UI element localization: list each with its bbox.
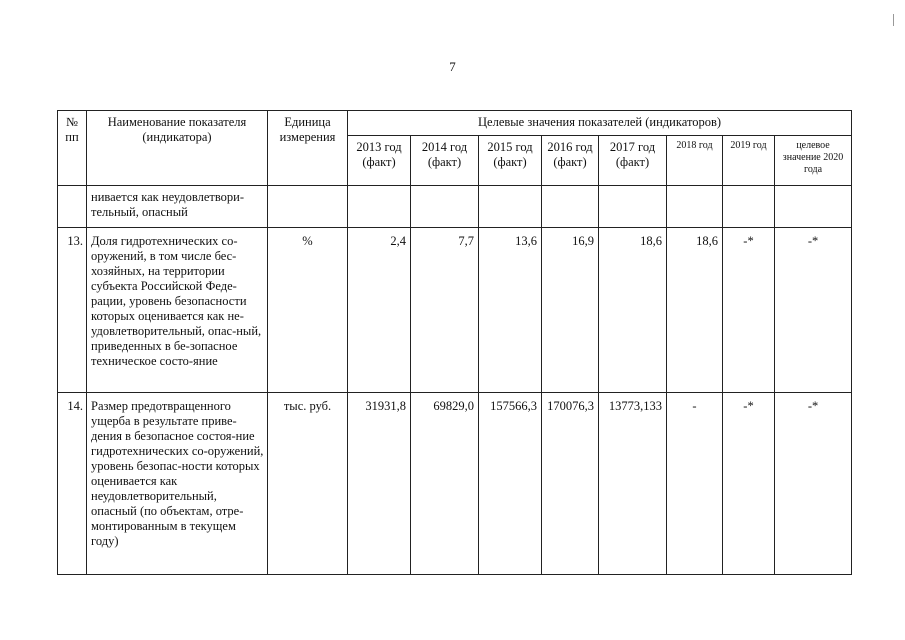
- row-value: 157566,3: [479, 393, 542, 575]
- header-year: 2015 год (факт): [479, 136, 542, 186]
- row-no: 14.: [58, 393, 87, 575]
- indicators-table: [57, 110, 852, 575]
- row-value: [667, 186, 723, 228]
- row-value: -*: [723, 393, 775, 575]
- scan-edge-mark: [893, 14, 894, 26]
- header-year: 2013 год (факт): [348, 136, 411, 186]
- header-year: целевое значение 2020 года: [775, 136, 852, 186]
- row-value: 18,6: [599, 228, 667, 393]
- row-value: [775, 186, 852, 228]
- row-value: [723, 186, 775, 228]
- row-value: [348, 186, 411, 228]
- row-value: -*: [723, 228, 775, 393]
- row-value: 31931,8: [348, 393, 411, 575]
- table-row: [58, 393, 852, 575]
- row-value: -*: [775, 393, 852, 575]
- row-value: 69829,0: [411, 393, 479, 575]
- header-name: Наименование показателя (индикатора): [87, 111, 268, 186]
- row-no: 13.: [58, 228, 87, 393]
- header-targets: Целевые значения показателей (индикаторов): [348, 111, 852, 136]
- row-value: 170076,3: [542, 393, 599, 575]
- header-unit: Единица измерения: [268, 111, 348, 186]
- row-value: 18,6: [667, 228, 723, 393]
- header-year: 2018 год: [667, 136, 723, 186]
- row-value: 7,7: [411, 228, 479, 393]
- header-no: № пп: [58, 111, 87, 186]
- header-year: 2014 год (факт): [411, 136, 479, 186]
- row-name: Доля гидротехнических со-оружений, в том числе бес-хозяйных, на территории субъекта Российской Феде-рации, уровень безопасности которых оценивается как не-удовлетворительный, опас-ный, приведенных в бе-зопасное техническое состо-яние: [87, 228, 268, 393]
- row-value: -: [667, 393, 723, 575]
- row-value: 16,9: [542, 228, 599, 393]
- header-year: 2016 год (факт): [542, 136, 599, 186]
- row-value: 2,4: [348, 228, 411, 393]
- row-value: [542, 186, 599, 228]
- row-name: Размер предотвращенного ущерба в результате приве-дения в безопасное состоя-ние гидротехнических со-оружений, уровень безопас-ности которых оценивается как неудовлетворительный, опасный (по объектам, отре-монтированным в текущем году): [87, 393, 268, 575]
- table-row: [58, 228, 852, 393]
- row-value: [479, 186, 542, 228]
- row-value: -*: [775, 228, 852, 393]
- header-row-top: [58, 111, 852, 136]
- row-value: 13773,133: [599, 393, 667, 575]
- row-value: [411, 186, 479, 228]
- row-value: 13,6: [479, 228, 542, 393]
- row-unit: тыс. руб.: [268, 393, 348, 575]
- row-name: нивается как неудовлетвори-тельный, опасный: [87, 186, 268, 228]
- header-year: 2019 год: [723, 136, 775, 186]
- header-year: 2017 год (факт): [599, 136, 667, 186]
- row-unit: %: [268, 228, 348, 393]
- page-number: 7: [449, 59, 456, 74]
- row-no: [58, 186, 87, 228]
- table-row: [58, 186, 852, 228]
- row-value: [599, 186, 667, 228]
- row-unit: [268, 186, 348, 228]
